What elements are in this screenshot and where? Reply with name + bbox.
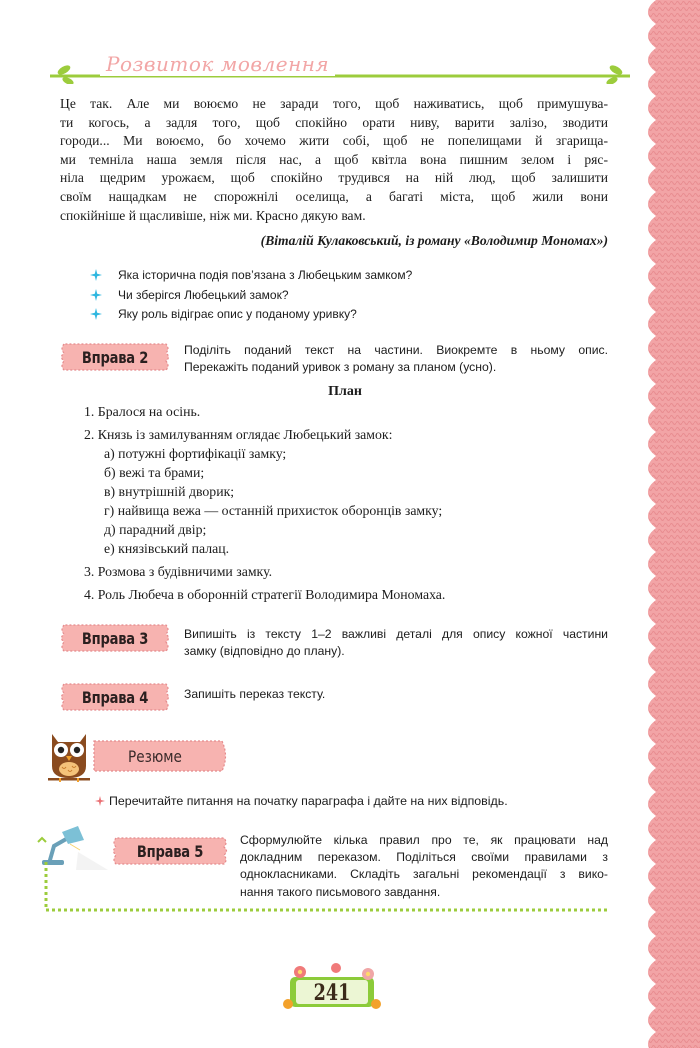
- passage-line: городи... Ми воюємо, бо хочемо жити собі, щоб не попелищами й згарища-: [60, 133, 608, 149]
- plan-subitem: в) внутрішній дворик;: [104, 484, 235, 499]
- passage-line: ніла щедрим урожаєм, щоб спокійно трудився на ній люд, щоб залишити: [60, 170, 608, 186]
- exercise-4-label: Вправа 4: [81, 687, 149, 707]
- section-title: Розвиток мовлення: [100, 52, 335, 76]
- plan-list: [84, 402, 604, 604]
- star-bullet-icon: [90, 289, 102, 301]
- passage-attribution: [60, 232, 608, 250]
- plan-subitem: б) вежі та брами;: [104, 465, 205, 480]
- plan-subitem: г) найвища вежа — останній прихисток оборонців замку;: [104, 503, 443, 518]
- exercise-3-badge: [58, 621, 172, 655]
- passage-text: [60, 95, 608, 225]
- dotted-green-frame: [44, 860, 614, 916]
- exercise-2-line: Перекажіть поданий уривок з роману за планом (усно).: [184, 360, 497, 375]
- owl-icon: [46, 728, 92, 784]
- question-item: [90, 305, 590, 325]
- exercise-3-text: [184, 626, 608, 660]
- plan-item: 3. Розмова з будівничими замку.: [84, 564, 273, 579]
- exercise-4-text: Запишіть переказ тексту.: [184, 687, 326, 701]
- question-text: Яку роль відіграє опис у поданому уривку?: [118, 307, 357, 321]
- passage-line: ти когось, а задля того, щоб спокійно орати ниву, варити залізо, зводити: [60, 114, 608, 130]
- plan-item: 4. Роль Любеча в оборонній стратегії Володимира Мономаха.: [84, 587, 446, 602]
- exercise-4-badge: [58, 680, 172, 714]
- passage-line: ми темніла наша земля після нас, а щоб квітла вона пишним зелом і ряс-: [60, 151, 608, 167]
- plan-item: 2. Князь із замилуванням оглядає Любецький замок:: [84, 427, 393, 442]
- exercise-2-text: [184, 342, 608, 376]
- plan-item: 1. Бралося на осінь.: [84, 404, 201, 419]
- page-number: 241: [313, 980, 351, 1006]
- exercise-5-line: однокласниками. Складіть загальні рекомендації з вико-: [240, 867, 608, 882]
- attribution-text: (Віталій Кулаковський, із роману «Володимир Мономах»): [260, 233, 608, 248]
- plan-subitem: д) парадний двір;: [104, 522, 207, 537]
- resume-label: Резюме: [128, 746, 182, 766]
- plan-title: План: [328, 384, 362, 399]
- question-item: [90, 266, 590, 286]
- exercise-5-line: докладним переказом. Поділіться своїми правилами з: [240, 850, 608, 865]
- question-text: Яка історична подія пов’язана з Любецьким замком?: [118, 268, 413, 282]
- exercise-3-label: Вправа 3: [81, 628, 149, 648]
- exercise-3-line: Випишіть із тексту 1–2 важливі деталі для опису кожної частини: [184, 627, 608, 641]
- question-text: Чи зберігся Любецький замок?: [118, 287, 289, 302]
- passage-line: своїм нащадкам не спорожнілі оселища, а багаті міста, щоб жили вони: [60, 188, 608, 204]
- exercise-3-line: замку (відповідно до плану).: [184, 644, 345, 659]
- question-list: [90, 266, 590, 325]
- star-bullet-icon: [90, 269, 102, 281]
- exercise-5-line: Сформулюйте кілька правил про те, як працювати над: [240, 833, 608, 847]
- exercise-2-label: Вправа 2: [81, 347, 149, 367]
- passage-line: спокійніше й щасливіше, ніж ми. Красно дякую вам.: [60, 207, 366, 223]
- plan-subitem: е) князівський палац.: [104, 541, 230, 556]
- star-bullet-icon: [90, 308, 102, 320]
- decorative-side-band: [640, 0, 700, 1048]
- exercise-2-line: Поділіть поданий текст на частини. Виокремте в ньому опис.: [184, 343, 608, 357]
- plan-subitem: а) потужні фортифікації замку;: [104, 446, 287, 461]
- exercise-2-badge: [58, 340, 172, 374]
- exercise-5-label: Вправа 5: [136, 841, 204, 861]
- resume-tip: Перечитайте питання на початку параграфа і дайте на них відповідь.: [109, 794, 508, 808]
- exercise-5-line: нання такого письмового завдання.: [240, 884, 441, 899]
- passage-line: Це так. Але ми воюємо не заради того, щоб наживатись, щоб примушува-: [60, 96, 608, 111]
- question-item: [90, 286, 590, 306]
